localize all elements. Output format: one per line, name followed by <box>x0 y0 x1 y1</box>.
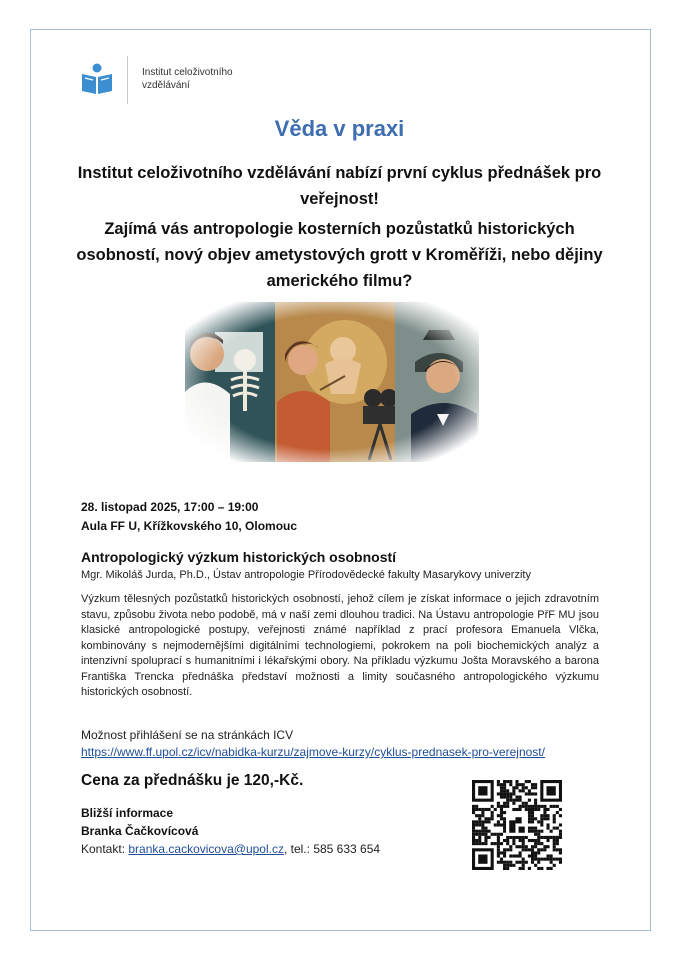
intro-question: Zajímá vás antropologie kosterních pozůstatků historických osobností, nový objev ametystových grott v Kroměříži, nebo dějiny amerického filmu? <box>76 220 603 290</box>
lecture-description: Výzkum tělesných pozůstatků historických osobností, jehož cílem je získat informace o jejich zdravotním stavu, způsobu života nebo podobě, má v naší zemi dlouhou tradici. Na Ústavu antropologie PřF MU jsou klasické antropologické postupy, veřejnosti známé například z prací profesora Emanuela Vlčka, kombinovány s nejmodernějšími digitálními technologiemi, pokrokem na poli biochemických analýz a intenzivní spoluprací s humanitními i lékařskými obory. Na příkladu výzkumu Jošta Moravského a barona Františka Trencka přednáška představí možnosti a limity současného antropologického výzkumu historických osobností. <box>81 593 599 698</box>
open-book-icon <box>80 62 114 96</box>
lecture-illustration <box>185 302 479 462</box>
info-heading: Bližší informace <box>81 806 174 820</box>
logo-line-1: Institut celoživotního <box>142 67 233 78</box>
logo-line-2: vzdělávání <box>142 80 190 91</box>
price-text: Cena za přednášku je 120,-Kč. <box>81 772 304 789</box>
logo-divider <box>127 56 128 104</box>
qr-code-icon <box>472 780 562 870</box>
contact-phone: , tel.: 585 633 654 <box>283 842 381 856</box>
lecture-title: Antropologický výzkum historických osobností <box>81 549 397 565</box>
subtitle: Institut celoživotního vzdělávání nabízí první cyklus přednášek pro veřejnost! <box>77 164 602 208</box>
lecturer: Mgr. Mikoláš Jurda, Ph.D., Ústav antropologie Přírodovědecké fakulty Masarykovy univerzity <box>81 569 531 581</box>
registration-label: Možnost přihlášení se na stránkách ICV <box>81 728 294 742</box>
page-title: Věda v praxi <box>274 116 405 141</box>
contact-name: Branka Čačkovícová <box>81 824 199 838</box>
contact-line <box>81 842 380 856</box>
event-place: Aula FF U, Křížkovského 10, Olomouc <box>81 519 298 533</box>
logo-text <box>142 66 233 92</box>
contact-prefix: Kontakt: <box>81 842 129 856</box>
contact-email-link[interactable]: branka.cackovicova@upol.cz <box>128 842 284 856</box>
institute-logo <box>80 60 280 104</box>
event-date-time: 28. listopad 2025, 17:00 – 19:00 <box>81 500 259 514</box>
event-details <box>81 498 297 536</box>
registration-link[interactable]: https://www.ff.upol.cz/icv/nabidka-kurzu/zajmove-kurzy/cyklus-prednasek-pro-verejnost/ <box>81 745 545 759</box>
